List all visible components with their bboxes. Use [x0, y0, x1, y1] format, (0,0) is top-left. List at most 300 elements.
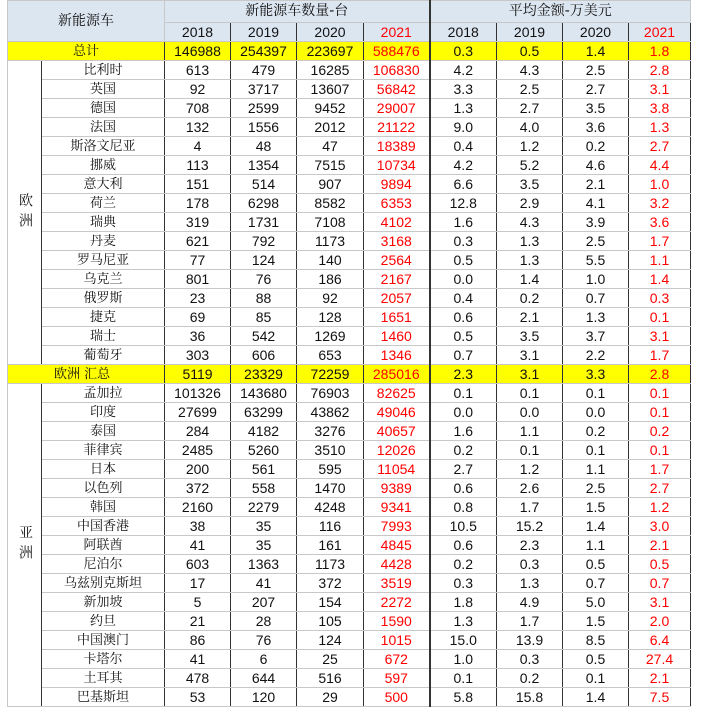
amount-cell: 0.1: [629, 384, 691, 403]
amount-cell: 1.1: [563, 460, 629, 479]
amount-cell: 3.8: [629, 99, 691, 118]
quantity-cell: 621: [165, 232, 231, 251]
quantity-cell: 479: [231, 61, 297, 80]
quantity-cell: 53: [165, 688, 231, 707]
amount-cell: 0.5: [430, 251, 497, 270]
corner-header: 新能源车: [8, 1, 165, 42]
amount-cell: 2.1: [497, 308, 563, 327]
amount-cell: 0.3: [430, 574, 497, 593]
quantity-cell: 1173: [297, 232, 364, 251]
quantity-cell: 23: [165, 289, 231, 308]
amount-cell: 4.6: [563, 156, 629, 175]
amount-cell: 1.4: [563, 517, 629, 536]
table-row: [8, 251, 691, 270]
quantity-cell: 8582: [297, 194, 364, 213]
table-row: [8, 498, 691, 517]
table-row: [8, 80, 691, 99]
quantity-cell: 603: [165, 555, 231, 574]
quantity-cell: 41: [165, 536, 231, 555]
amount-cell: 2.7: [629, 137, 691, 156]
amount-cell: 3.0: [629, 517, 691, 536]
quantity-cell: 2485: [165, 441, 231, 460]
quantity-cell: 6: [231, 650, 297, 669]
amount-cell: 4.3: [497, 61, 563, 80]
amount-cell: 0.5: [430, 327, 497, 346]
amount-cell: 0.7: [563, 289, 629, 308]
asia-region-label: 亚洲: [8, 384, 42, 707]
quantity-cell: 9452: [297, 99, 364, 118]
quantity-cell: 17: [165, 574, 231, 593]
quantity-cell: 4182: [231, 422, 297, 441]
amount-cell: 2.7: [430, 460, 497, 479]
quantity-cell: 1470: [297, 479, 364, 498]
quantity-cell: 16285: [297, 61, 364, 80]
quantity-cell: 319: [165, 213, 231, 232]
country-name: 英国: [42, 80, 165, 99]
quantity-cell: 27699: [165, 403, 231, 422]
amount-cell: 0.3: [629, 289, 691, 308]
amount-cell: 4.0: [497, 118, 563, 137]
amount-cell: 0.4: [430, 289, 497, 308]
amount-group-header: 平均金额-万美元: [430, 1, 691, 23]
table-row: [8, 650, 691, 669]
amount-cell: 3.1: [629, 80, 691, 99]
quantity-cell: 6298: [231, 194, 297, 213]
quantity-cell: 542: [231, 327, 297, 346]
table-row: [8, 308, 691, 327]
quantity-cell: 161: [297, 536, 364, 555]
amt-year-header: 2021: [629, 23, 691, 42]
quantity-cell: 284: [165, 422, 231, 441]
country-name: 比利时: [42, 61, 165, 80]
country-name: 瑞士: [42, 327, 165, 346]
quantity-cell: 1269: [297, 327, 364, 346]
country-name: 韩国: [42, 498, 165, 517]
quantity-cell: 2279: [231, 498, 297, 517]
quantity-cell: 23329: [231, 365, 297, 384]
amount-cell: 1.3: [629, 118, 691, 137]
quantity-cell: 1015: [364, 631, 430, 650]
amount-cell: 0.5: [629, 555, 691, 574]
quantity-cell: 516: [297, 669, 364, 688]
table-row: [8, 346, 691, 365]
quantity-cell: 9389: [364, 479, 430, 498]
table-row: [8, 593, 691, 612]
total-row: [8, 42, 691, 61]
country-name: 泰国: [42, 422, 165, 441]
amount-cell: 1.1: [563, 536, 629, 555]
quantity-cell: 3717: [231, 80, 297, 99]
amount-cell: 3.1: [629, 593, 691, 612]
quantity-cell: 29007: [364, 99, 430, 118]
qty-year-header: 2018: [165, 23, 231, 42]
qty-year-header: 2019: [231, 23, 297, 42]
amount-cell: 2.5: [563, 61, 629, 80]
quantity-cell: 7515: [297, 156, 364, 175]
amount-cell: 0.6: [430, 479, 497, 498]
amount-cell: 0.3: [497, 555, 563, 574]
amount-cell: 0.2: [497, 289, 563, 308]
amount-cell: 13.9: [497, 631, 563, 650]
amount-cell: 0.1: [629, 441, 691, 460]
quantity-cell: 500: [364, 688, 430, 707]
amount-cell: 0.1: [629, 308, 691, 327]
amount-cell: 0.1: [497, 441, 563, 460]
quantity-cell: 5119: [165, 365, 231, 384]
quantity-cell: 207: [231, 593, 297, 612]
amt-year-header: 2019: [497, 23, 563, 42]
amount-cell: 1.7: [497, 498, 563, 517]
table-row: [8, 574, 691, 593]
amount-cell: 3.3: [563, 365, 629, 384]
amount-cell: 3.1: [497, 346, 563, 365]
amount-cell: 5.2: [497, 156, 563, 175]
quantity-cell: 2564: [364, 251, 430, 270]
amount-cell: 1.6: [430, 213, 497, 232]
quantity-cell: 85: [231, 308, 297, 327]
amount-cell: 0.8: [430, 498, 497, 517]
quantity-cell: 10734: [364, 156, 430, 175]
table-row: [8, 175, 691, 194]
amount-cell: 0.2: [563, 137, 629, 156]
country-name: 印度: [42, 403, 165, 422]
amount-cell: 1.0: [430, 650, 497, 669]
quantity-cell: 1590: [364, 612, 430, 631]
amount-cell: 1.5: [563, 612, 629, 631]
amount-cell: 0.5: [497, 42, 563, 61]
amount-cell: 0.1: [563, 669, 629, 688]
qty-year-header: 2021: [364, 23, 430, 42]
amount-cell: 0.7: [629, 574, 691, 593]
quantity-cell: 88: [231, 289, 297, 308]
amount-cell: 0.6: [430, 308, 497, 327]
quantity-cell: 801: [165, 270, 231, 289]
amount-cell: 7.5: [629, 688, 691, 707]
quantity-cell: 132: [165, 118, 231, 137]
amount-cell: 2.7: [563, 80, 629, 99]
country-name: 丹麦: [42, 232, 165, 251]
ev-export-table: [7, 0, 691, 707]
quantity-cell: 76903: [297, 384, 364, 403]
quantity-cell: 613: [165, 61, 231, 80]
country-name: 挪威: [42, 156, 165, 175]
quantity-cell: 28: [231, 612, 297, 631]
quantity-cell: 21: [165, 612, 231, 631]
country-name: 捷克: [42, 308, 165, 327]
quantity-cell: 116: [297, 517, 364, 536]
table-row: [8, 631, 691, 650]
quantity-cell: 124: [231, 251, 297, 270]
country-name: 约旦: [42, 612, 165, 631]
quantity-cell: 4248: [297, 498, 364, 517]
table-row: [8, 555, 691, 574]
quantity-cell: 4102: [364, 213, 430, 232]
table-row: [8, 99, 691, 118]
amt-year-header: 2020: [563, 23, 629, 42]
amount-cell: 15.2: [497, 517, 563, 536]
quantity-cell: 41: [231, 574, 297, 593]
amount-cell: 2.9: [497, 194, 563, 213]
amount-cell: 1.0: [629, 175, 691, 194]
quantity-cell: 48: [231, 137, 297, 156]
amount-cell: 1.6: [430, 422, 497, 441]
amount-cell: 0.1: [430, 669, 497, 688]
quantity-cell: 644: [231, 669, 297, 688]
amount-cell: 2.1: [629, 536, 691, 555]
amount-cell: 5.5: [563, 251, 629, 270]
quantity-cell: 372: [297, 574, 364, 593]
amount-cell: 1.1: [497, 422, 563, 441]
quantity-cell: 792: [231, 232, 297, 251]
quantity-cell: 143680: [231, 384, 297, 403]
quantity-cell: 4428: [364, 555, 430, 574]
quantity-cell: 11054: [364, 460, 430, 479]
table-row: [8, 194, 691, 213]
table-row: [8, 156, 691, 175]
quantity-cell: 1651: [364, 308, 430, 327]
quantity-cell: 708: [165, 99, 231, 118]
quantity-cell: 9341: [364, 498, 430, 517]
amount-cell: 3.5: [497, 327, 563, 346]
amount-cell: 3.6: [629, 213, 691, 232]
country-name: 乌兹别克斯坦: [42, 574, 165, 593]
quantity-cell: 12026: [364, 441, 430, 460]
country-name: 巴基斯坦: [42, 688, 165, 707]
amount-cell: 3.7: [563, 327, 629, 346]
amount-cell: 1.3: [497, 232, 563, 251]
amount-cell: 1.8: [629, 42, 691, 61]
table-row: [8, 384, 691, 403]
quantity-cell: 372: [165, 479, 231, 498]
amount-cell: 2.5: [563, 479, 629, 498]
amount-cell: 0.6: [430, 536, 497, 555]
amount-cell: 27.4: [629, 650, 691, 669]
quantity-cell: 35: [231, 536, 297, 555]
amount-cell: 3.2: [629, 194, 691, 213]
amount-cell: 3.6: [563, 118, 629, 137]
table-row: [8, 612, 691, 631]
amount-cell: 1.4: [629, 270, 691, 289]
quantity-cell: 63299: [231, 403, 297, 422]
amount-cell: 1.0: [563, 270, 629, 289]
amount-cell: 0.3: [430, 232, 497, 251]
amount-cell: 0.1: [430, 384, 497, 403]
quantity-cell: 1346: [364, 346, 430, 365]
country-name: 中国澳门: [42, 631, 165, 650]
quantity-cell: 200: [165, 460, 231, 479]
quantity-cell: 86: [165, 631, 231, 650]
table-row: [8, 536, 691, 555]
quantity-cell: 3276: [297, 422, 364, 441]
country-name: 德国: [42, 99, 165, 118]
table-row: [8, 270, 691, 289]
quantity-cell: 21122: [364, 118, 430, 137]
quantity-cell: 43862: [297, 403, 364, 422]
country-name: 俄罗斯: [42, 289, 165, 308]
quantity-cell: 128: [297, 308, 364, 327]
table-row: [8, 422, 691, 441]
quantity-cell: 4845: [364, 536, 430, 555]
amount-cell: 1.2: [497, 460, 563, 479]
quantity-cell: 25: [297, 650, 364, 669]
amount-cell: 3.5: [497, 175, 563, 194]
amount-cell: 2.5: [497, 80, 563, 99]
amount-cell: 4.9: [497, 593, 563, 612]
quantity-cell: 595: [297, 460, 364, 479]
amount-cell: 0.5: [563, 650, 629, 669]
amount-cell: 2.0: [629, 612, 691, 631]
table-row: [8, 213, 691, 232]
amount-cell: 1.3: [497, 574, 563, 593]
amount-cell: 3.3: [430, 80, 497, 99]
quantity-cell: 69: [165, 308, 231, 327]
table-row: [8, 460, 691, 479]
amount-cell: 0.1: [497, 384, 563, 403]
amount-cell: 0.3: [497, 650, 563, 669]
quantity-cell: 120: [231, 688, 297, 707]
quantity-cell: 9894: [364, 175, 430, 194]
row-label: 欧洲 汇总: [8, 365, 165, 384]
quantity-cell: 82625: [364, 384, 430, 403]
quantity-cell: 40657: [364, 422, 430, 441]
amount-cell: 0.0: [497, 403, 563, 422]
quantity-cell: 105: [297, 612, 364, 631]
country-name: 中国香港: [42, 517, 165, 536]
amount-cell: 9.0: [430, 118, 497, 137]
amount-cell: 15.8: [497, 688, 563, 707]
amount-cell: 0.2: [563, 422, 629, 441]
table-row: [8, 479, 691, 498]
amount-cell: 1.8: [430, 593, 497, 612]
quantity-cell: 1354: [231, 156, 297, 175]
amount-cell: 0.1: [563, 384, 629, 403]
quantity-cell: 18389: [364, 137, 430, 156]
quantity-cell: 3168: [364, 232, 430, 251]
country-name: 斯洛文尼亚: [42, 137, 165, 156]
quantity-cell: 6353: [364, 194, 430, 213]
country-name: 土耳其: [42, 669, 165, 688]
quantity-cell: 77: [165, 251, 231, 270]
quantity-cell: 2272: [364, 593, 430, 612]
amount-cell: 3.5: [563, 99, 629, 118]
quantity-cell: 2167: [364, 270, 430, 289]
amount-cell: 3.1: [629, 327, 691, 346]
quantity-cell: 101326: [165, 384, 231, 403]
amount-cell: 1.3: [563, 308, 629, 327]
europe-region-label: 欧洲: [8, 61, 42, 365]
quantity-cell: 41: [165, 650, 231, 669]
amount-cell: 0.2: [430, 555, 497, 574]
country-name: 卡塔尔: [42, 650, 165, 669]
quantity-cell: 907: [297, 175, 364, 194]
amount-cell: 3.9: [563, 213, 629, 232]
quantity-cell: 56842: [364, 80, 430, 99]
amount-cell: 1.4: [497, 270, 563, 289]
country-name: 意大利: [42, 175, 165, 194]
amount-cell: 2.3: [430, 365, 497, 384]
quantity-cell: 4: [165, 137, 231, 156]
header-row-groups: [8, 1, 691, 23]
table-row: [8, 137, 691, 156]
europe-summary-row: [8, 365, 691, 384]
quantity-cell: 558: [231, 479, 297, 498]
quantity-cell: 1363: [231, 555, 297, 574]
amount-cell: 0.5: [563, 555, 629, 574]
amount-cell: 1.3: [497, 251, 563, 270]
qty-year-header: 2020: [297, 23, 364, 42]
amount-cell: 1.7: [629, 232, 691, 251]
quantity-cell: 1173: [297, 555, 364, 574]
table-row: [8, 517, 691, 536]
amount-cell: 1.3: [430, 612, 497, 631]
quantity-cell: 49046: [364, 403, 430, 422]
quantity-cell: 7993: [364, 517, 430, 536]
amount-cell: 2.8: [629, 61, 691, 80]
amount-cell: 1.7: [629, 460, 691, 479]
amount-cell: 2.1: [563, 175, 629, 194]
country-name: 尼泊尔: [42, 555, 165, 574]
amount-cell: 4.4: [629, 156, 691, 175]
country-name: 法国: [42, 118, 165, 137]
table-row: [8, 118, 691, 137]
quantity-cell: 146988: [165, 42, 231, 61]
country-name: 瑞典: [42, 213, 165, 232]
quantity-cell: 151: [165, 175, 231, 194]
amount-cell: 2.1: [629, 669, 691, 688]
amount-cell: 0.7: [430, 346, 497, 365]
quantity-cell: 140: [297, 251, 364, 270]
country-name: 新加坡: [42, 593, 165, 612]
quantity-cell: 38: [165, 517, 231, 536]
amount-cell: 1.1: [629, 251, 691, 270]
amount-cell: 0.1: [629, 403, 691, 422]
quantity-cell: 285016: [364, 365, 430, 384]
amount-cell: 2.7: [497, 99, 563, 118]
quantity-cell: 13607: [297, 80, 364, 99]
quantity-cell: 254397: [231, 42, 297, 61]
quantity-cell: 1556: [231, 118, 297, 137]
amount-cell: 0.2: [497, 669, 563, 688]
country-name: 乌克兰: [42, 270, 165, 289]
amount-cell: 1.4: [563, 42, 629, 61]
table-row: [8, 61, 691, 80]
quantity-cell: 2012: [297, 118, 364, 137]
amount-cell: 1.7: [497, 612, 563, 631]
amount-cell: 2.6: [497, 479, 563, 498]
quantity-cell: 7108: [297, 213, 364, 232]
quantity-cell: 561: [231, 460, 297, 479]
country-name: 菲律宾: [42, 441, 165, 460]
country-name: 罗马尼亚: [42, 251, 165, 270]
quantity-cell: 3510: [297, 441, 364, 460]
amount-cell: 4.3: [497, 213, 563, 232]
quantity-cell: 47: [297, 137, 364, 156]
amount-cell: 12.8: [430, 194, 497, 213]
quantity-cell: 92: [297, 289, 364, 308]
quantity-cell: 2160: [165, 498, 231, 517]
table-row: [8, 441, 691, 460]
quantity-cell: 588476: [364, 42, 430, 61]
country-name: 葡萄牙: [42, 346, 165, 365]
quantity-cell: 72259: [297, 365, 364, 384]
quantity-cell: 35: [231, 517, 297, 536]
quantity-cell: 1460: [364, 327, 430, 346]
table-row: [8, 403, 691, 422]
amount-cell: 1.2: [497, 137, 563, 156]
amount-cell: 10.5: [430, 517, 497, 536]
quantity-cell: 606: [231, 346, 297, 365]
quantity-cell: 653: [297, 346, 364, 365]
